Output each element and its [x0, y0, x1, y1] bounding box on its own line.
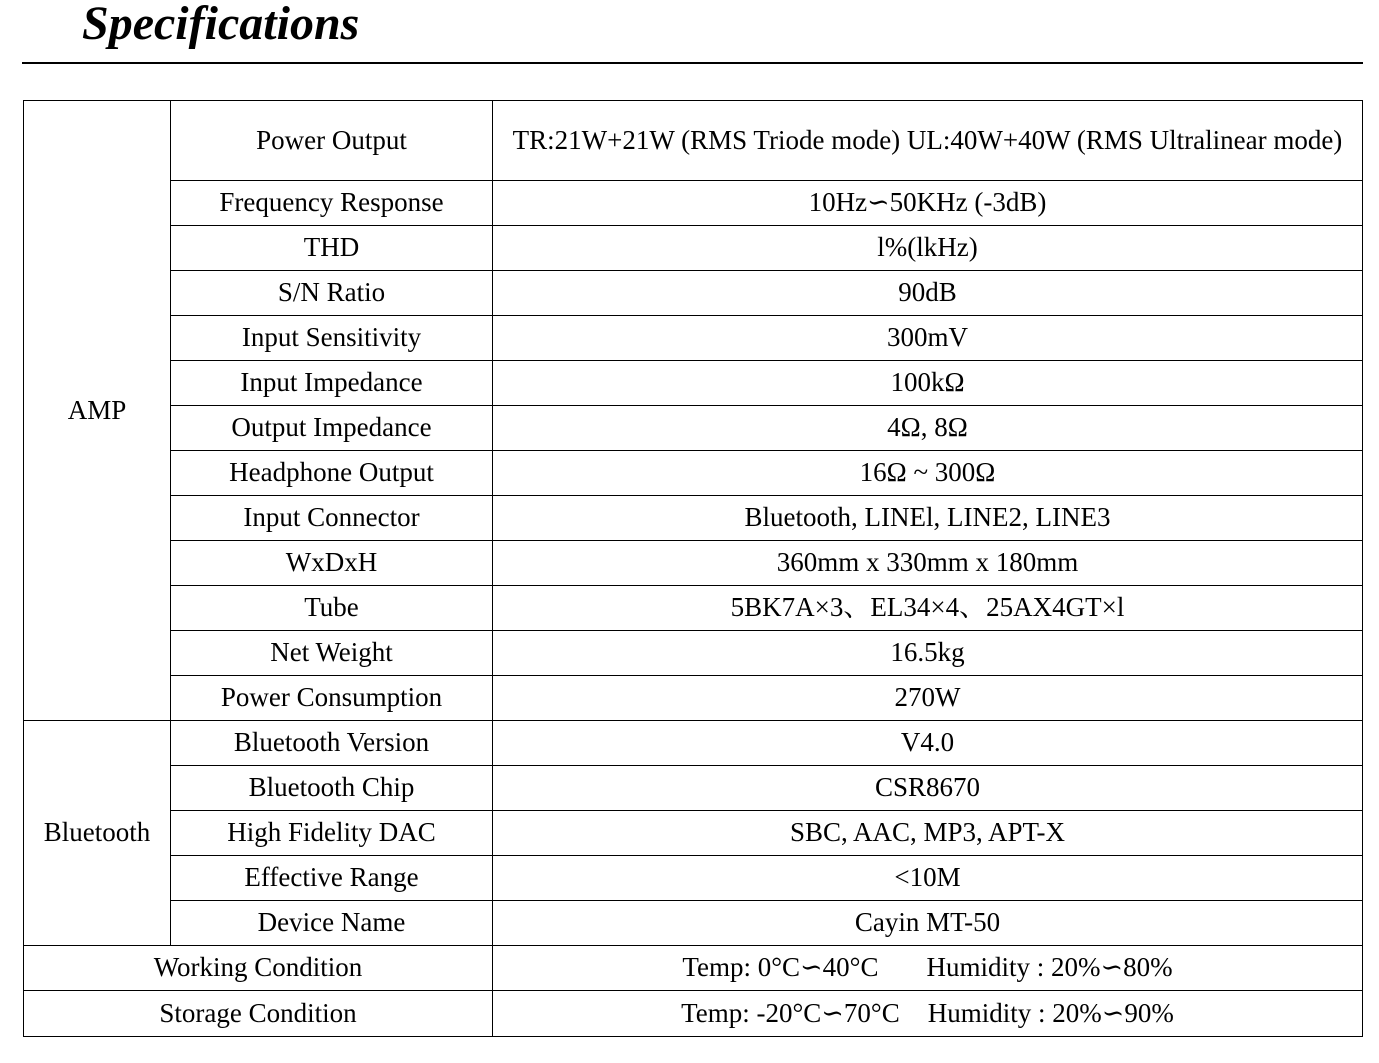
spec-label: Net Weight — [171, 631, 493, 676]
table-row — [24, 226, 1363, 271]
table-row — [24, 586, 1363, 631]
spec-label: Frequency Response — [171, 181, 493, 226]
spec-label: Input Connector — [171, 496, 493, 541]
table-row — [24, 901, 1363, 946]
spec-value: <10M — [493, 856, 1363, 901]
table-row — [24, 766, 1363, 811]
spec-label: Device Name — [171, 901, 493, 946]
condition-label: Storage Condition — [24, 991, 493, 1037]
condition-humidity: Humidity : 20%∽90% — [927, 997, 1174, 1028]
spec-value: 4Ω, 8Ω — [493, 406, 1363, 451]
spec-label: S/N Ratio — [171, 271, 493, 316]
spec-label: Output Impedance — [171, 406, 493, 451]
table-row — [24, 101, 1363, 181]
spec-label: Input Sensitivity — [171, 316, 493, 361]
table-row — [24, 451, 1363, 496]
spec-value: 5BK7A×3、EL34×4、25AX4GT×l — [493, 586, 1363, 631]
spec-value: V4.0 — [493, 721, 1363, 766]
table-row — [24, 856, 1363, 901]
spec-value: 90dB — [493, 271, 1363, 316]
table-row — [24, 721, 1363, 766]
condition-label: Working Condition — [24, 946, 493, 991]
table-row — [24, 811, 1363, 856]
table-row — [24, 496, 1363, 541]
spec-label: Power Output — [171, 101, 493, 181]
spec-label: Headphone Output — [171, 451, 493, 496]
spec-label: Power Consumption — [171, 676, 493, 721]
condition-humidity: Humidity : 20%∽80% — [926, 952, 1173, 983]
spec-value: 300mV — [493, 316, 1363, 361]
spec-value: 270W — [493, 676, 1363, 721]
table-row — [24, 316, 1363, 361]
table-row — [24, 361, 1363, 406]
spec-label: THD — [171, 226, 493, 271]
table-row — [24, 406, 1363, 451]
table-row — [24, 541, 1363, 586]
condition-value — [493, 946, 1363, 991]
spec-value: Cayin MT-50 — [493, 901, 1363, 946]
spec-label: Effective Range — [171, 856, 493, 901]
spec-value: l%(lkHz) — [493, 226, 1363, 271]
specifications-table — [23, 100, 1363, 1037]
spec-label: Tube — [171, 586, 493, 631]
page-title: Specifications — [82, 0, 360, 50]
spec-value: 16.5kg — [493, 631, 1363, 676]
spec-value: 10Hz∽50KHz (-3dB) — [493, 181, 1363, 226]
table-row — [24, 946, 1363, 991]
spec-value: 100kΩ — [493, 361, 1363, 406]
spec-value: CSR8670 — [493, 766, 1363, 811]
spec-label: Bluetooth Chip — [171, 766, 493, 811]
group-amp-label: AMP — [24, 101, 171, 721]
spec-value: 16Ω ~ 300Ω — [493, 451, 1363, 496]
spec-label: WxDxH — [171, 541, 493, 586]
spec-value: TR:21W+21W (RMS Triode mode) UL:40W+40W (RMS Ultralinear mode) — [493, 101, 1363, 181]
spec-label: High Fidelity DAC — [171, 811, 493, 856]
table-row — [24, 271, 1363, 316]
spec-label: Input Impedance — [171, 361, 493, 406]
condition-temp: Temp: 0°C∽40°C — [682, 952, 879, 983]
table-row — [24, 631, 1363, 676]
spec-value: SBC, AAC, MP3, APT-X — [493, 811, 1363, 856]
spec-label: Bluetooth Version — [171, 721, 493, 766]
spec-value: 360mm x 330mm x 180mm — [493, 541, 1363, 586]
table-row — [24, 181, 1363, 226]
table-row — [24, 991, 1363, 1037]
table-row — [24, 676, 1363, 721]
condition-value — [493, 991, 1363, 1037]
title-divider — [22, 62, 1363, 64]
group-bluetooth-label: Bluetooth — [24, 721, 171, 946]
condition-temp: Temp: -20°C∽70°C — [681, 997, 900, 1028]
spec-value: Bluetooth, LINEl, LINE2, LINE3 — [493, 496, 1363, 541]
